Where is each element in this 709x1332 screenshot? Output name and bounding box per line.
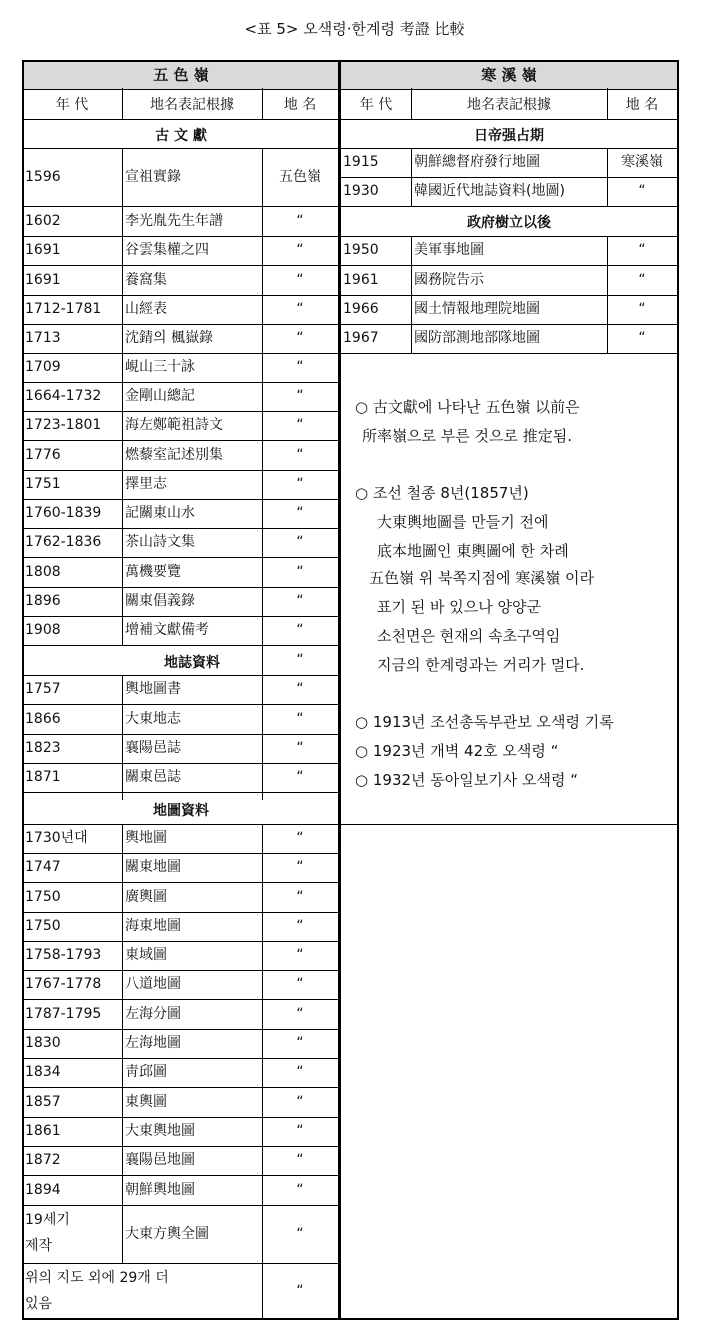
left-section-old-documents: 古 文 獻	[155, 128, 207, 144]
year-cell: 1730년대	[25, 830, 88, 846]
year-cell: 1861	[25, 1123, 61, 1139]
right-col-name: 地 名	[625, 97, 659, 113]
year-text-line-2: 있음	[25, 1296, 53, 1312]
source-cell: 萬機要覽	[125, 564, 181, 580]
year-cell: 1762-1836	[25, 534, 102, 550]
source-cell: 左海地圖	[125, 1035, 181, 1051]
year-cell	[25, 645, 121, 675]
left-col-name: 地 名	[283, 97, 317, 113]
year-cell: 1712-1781	[25, 301, 102, 317]
table-caption: <표 5> 오색령·한계령 考證 比較	[244, 20, 465, 38]
year-cell: 1760-1839	[25, 505, 102, 521]
year-cell: 1750	[25, 889, 61, 905]
place-name-cell: “	[296, 947, 304, 963]
place-name-cell: “	[296, 652, 304, 668]
note-2-line-7: 지금의 한계령과는 거리가 멀다.	[377, 656, 585, 674]
source-cell: 襄陽邑誌	[125, 740, 181, 756]
source-cell: 關東邑誌	[125, 769, 181, 785]
place-name-cell: “	[296, 976, 304, 992]
row-divider	[24, 119, 338, 120]
source-cell: 養窩集	[125, 272, 167, 288]
row-divider	[341, 206, 677, 207]
place-name-cell: “	[296, 1123, 304, 1139]
place-name-cell: “	[296, 622, 304, 638]
place-name-cell: “	[296, 476, 304, 492]
place-name-cell: 五色嶺	[279, 169, 321, 185]
year-cell: 1871	[25, 769, 61, 785]
source-cell: 金剛山總記	[125, 388, 195, 404]
year-cell: 1723-1801	[25, 417, 102, 433]
source-cell: 擇里志	[125, 476, 167, 492]
left-section-geography-records: 地誌資料	[164, 655, 220, 671]
source-cell: 海左鄭範祖詩文	[125, 417, 223, 433]
place-name-cell: “	[638, 330, 646, 346]
column-divider	[411, 236, 412, 353]
place-name-cell: “	[296, 213, 304, 229]
year-cell: 1709	[25, 359, 61, 375]
source-cell: 國務院告示	[414, 272, 484, 288]
year-cell: 1830	[25, 1035, 61, 1051]
year-cell: 1823	[25, 740, 61, 756]
year-cell: 1872	[25, 1152, 61, 1168]
source-cell: 宣祖實錄	[125, 169, 181, 185]
place-name-cell: “	[296, 447, 304, 463]
place-name-cell: “	[296, 593, 304, 609]
place-name-cell: “	[296, 242, 304, 258]
row-divider	[341, 353, 677, 354]
place-name-cell: “	[296, 417, 304, 433]
source-cell	[125, 645, 261, 675]
left-col-source: 地名表記根據	[150, 97, 234, 113]
place-name-cell: “	[638, 301, 646, 317]
place-name-cell: “	[296, 769, 304, 785]
year-cell: 1757	[25, 681, 61, 697]
year-cell: 1602	[25, 213, 61, 229]
place-name-cell: “	[296, 1226, 304, 1242]
column-divider	[122, 148, 123, 645]
year-cell: 1664-1732	[25, 388, 102, 404]
year-cell: 1866	[25, 711, 61, 727]
place-name-cell: “	[296, 1064, 304, 1080]
source-cell: 國防部測地部隊地圖	[414, 330, 540, 346]
source-cell: 記關東山水	[125, 505, 195, 521]
year-cell: 1747	[25, 859, 61, 875]
source-cell: 靑邱圖	[125, 1064, 167, 1080]
year-cell: 1961	[343, 272, 379, 288]
place-name-cell: “	[296, 1283, 304, 1299]
source-cell: 山經表	[125, 301, 167, 317]
source-cell: 襄陽邑地圖	[125, 1152, 195, 1168]
year-cell: 1915	[343, 154, 379, 170]
place-name-cell: “	[296, 505, 304, 521]
place-name-cell: “	[296, 830, 304, 846]
source-cell: 輿地圖書	[125, 681, 181, 697]
place-name-cell: 寒溪嶺	[621, 154, 663, 170]
source-cell: 谷雲集權之四	[125, 242, 209, 258]
source-cell: 韓國近代地誌資料(地圖)	[414, 183, 565, 199]
source-cell: 沈錆의 楓嶽錄	[125, 330, 213, 346]
source-cell: 李光胤先生年譜	[125, 213, 223, 229]
year-cell	[25, 1207, 121, 1259]
source-cell: 海東地圖	[125, 918, 181, 934]
left-col-year: 年 代	[55, 97, 89, 113]
place-name-cell: “	[296, 711, 304, 727]
source-cell: 茶山詩文集	[125, 534, 195, 550]
note-2-line-6: 소천면은 현재의 속초구역임	[377, 627, 561, 645]
source-cell: 大東輿地圖	[125, 1123, 195, 1139]
place-name-cell: “	[296, 272, 304, 288]
place-name-cell: “	[638, 272, 646, 288]
place-name-cell: “	[296, 330, 304, 346]
place-name-cell: “	[296, 859, 304, 875]
place-name-cell: “	[296, 1182, 304, 1198]
year-text-line-2: 제작	[25, 1238, 53, 1254]
year-cell: 1776	[25, 447, 61, 463]
source-cell: 關東倡義錄	[125, 593, 195, 609]
note-4: ○ 1923년 개벽 42호 오색령 “	[355, 742, 559, 760]
note-2-line-3: 底本地圖인 東輿圖에 한 차례	[377, 542, 569, 560]
year-cell: 1808	[25, 564, 61, 580]
right-section-post-government: 政府樹立以後	[467, 215, 551, 231]
source-cell: 輿地圖	[125, 830, 167, 846]
year-cell: 1950	[343, 242, 379, 258]
place-name-cell: “	[296, 359, 304, 375]
year-cell: 1750	[25, 918, 61, 934]
right-section-colonial-period: 日帝强占期	[474, 128, 544, 144]
note-2-line-1: ○ 조선 철종 8년(1857년)	[355, 484, 529, 502]
column-divider	[411, 148, 412, 206]
row-divider	[341, 119, 677, 120]
place-name-cell: “	[296, 1035, 304, 1051]
year-cell	[25, 1265, 261, 1317]
source-cell: 左海分圖	[125, 1006, 181, 1022]
source-cell: 增補文獻備考	[125, 622, 209, 638]
source-cell: 大東地志	[125, 711, 181, 727]
year-cell: 1596	[25, 169, 61, 185]
column-divider	[122, 675, 123, 800]
year-cell: 1896	[25, 593, 61, 609]
year-cell: 1758-1793	[25, 947, 102, 963]
source-cell: 東輿圖	[125, 1094, 167, 1110]
year-cell: 1834	[25, 1064, 61, 1080]
year-cell: 1767-1778	[25, 976, 102, 992]
note-1-line-2: 所率嶺으로 부른 것으로 推定됨.	[362, 427, 572, 445]
row-divider	[24, 792, 338, 793]
year-cell: 1751	[25, 476, 61, 492]
year-cell: 1930	[343, 183, 379, 199]
year-text: 19세기	[25, 1212, 70, 1228]
year-cell: 1908	[25, 622, 61, 638]
source-cell: 朝鮮總督府發行地圖	[414, 154, 540, 170]
place-name-cell: “	[296, 301, 304, 317]
place-name-cell: “	[296, 1152, 304, 1168]
note-2-line-2: 大東輿地圖를 만들기 전에	[377, 513, 549, 531]
row-divider	[341, 824, 677, 825]
source-cell: 廣輿圖	[125, 889, 167, 905]
year-text: 위의 지도 외에 29개 더	[25, 1270, 169, 1286]
column-divider	[122, 824, 123, 1263]
source-cell: 美軍事地圖	[414, 242, 484, 258]
place-name-cell: “	[638, 242, 646, 258]
year-cell: 1894	[25, 1182, 61, 1198]
right-col-year: 年 代	[359, 97, 393, 113]
source-cell: 峴山三十詠	[125, 359, 195, 375]
note-2-line-4: 五色嶺 위 북쪽지점에 寒溪嶺 이라	[369, 569, 594, 587]
source-cell: 關東地圖	[125, 859, 181, 875]
year-cell: 1691	[25, 272, 61, 288]
year-cell: 1857	[25, 1094, 61, 1110]
left-table-heading: 五 色 嶺	[24, 62, 338, 90]
place-name-cell: “	[296, 564, 304, 580]
place-name-cell: “	[296, 1094, 304, 1110]
source-cell: 國土情報地理院地圖	[414, 301, 540, 317]
source-cell: 朝鮮輿地圖	[125, 1182, 195, 1198]
right-table-heading: 寒 溪 嶺	[341, 62, 677, 90]
place-name-cell: “	[638, 183, 646, 199]
source-cell: 燃藜室記述別集	[125, 447, 223, 463]
place-name-cell: “	[296, 918, 304, 934]
place-name-cell: “	[296, 388, 304, 404]
left-section-map-records: 地圖資料	[153, 803, 209, 819]
note-1-line-1: ○ 古文獻에 나타난 五色嶺 以前은	[355, 398, 580, 416]
place-name-cell: “	[296, 889, 304, 905]
source-cell: 八道地圖	[125, 976, 181, 992]
place-name-cell: “	[296, 740, 304, 756]
year-cell: 1966	[343, 301, 379, 317]
year-cell: 1787-1795	[25, 1006, 102, 1022]
right-col-source: 地名表記根據	[467, 97, 551, 113]
year-cell: 1967	[343, 330, 379, 346]
source-cell: 大東方輿全圖	[125, 1226, 209, 1242]
year-cell: 1713	[25, 330, 61, 346]
year-cell: 1691	[25, 242, 61, 258]
note-2-line-5: 표기 된 바 있으나 양양군	[377, 598, 541, 616]
place-name-cell: “	[296, 681, 304, 697]
note-3: ○ 1913년 조선총독부관보 오색령 기록	[355, 713, 614, 731]
place-name-cell: “	[296, 1006, 304, 1022]
note-5: ○ 1932년 동아일보기사 오색령 “	[355, 771, 579, 789]
source-cell: 東域圖	[125, 947, 167, 963]
place-name-cell: “	[296, 534, 304, 550]
